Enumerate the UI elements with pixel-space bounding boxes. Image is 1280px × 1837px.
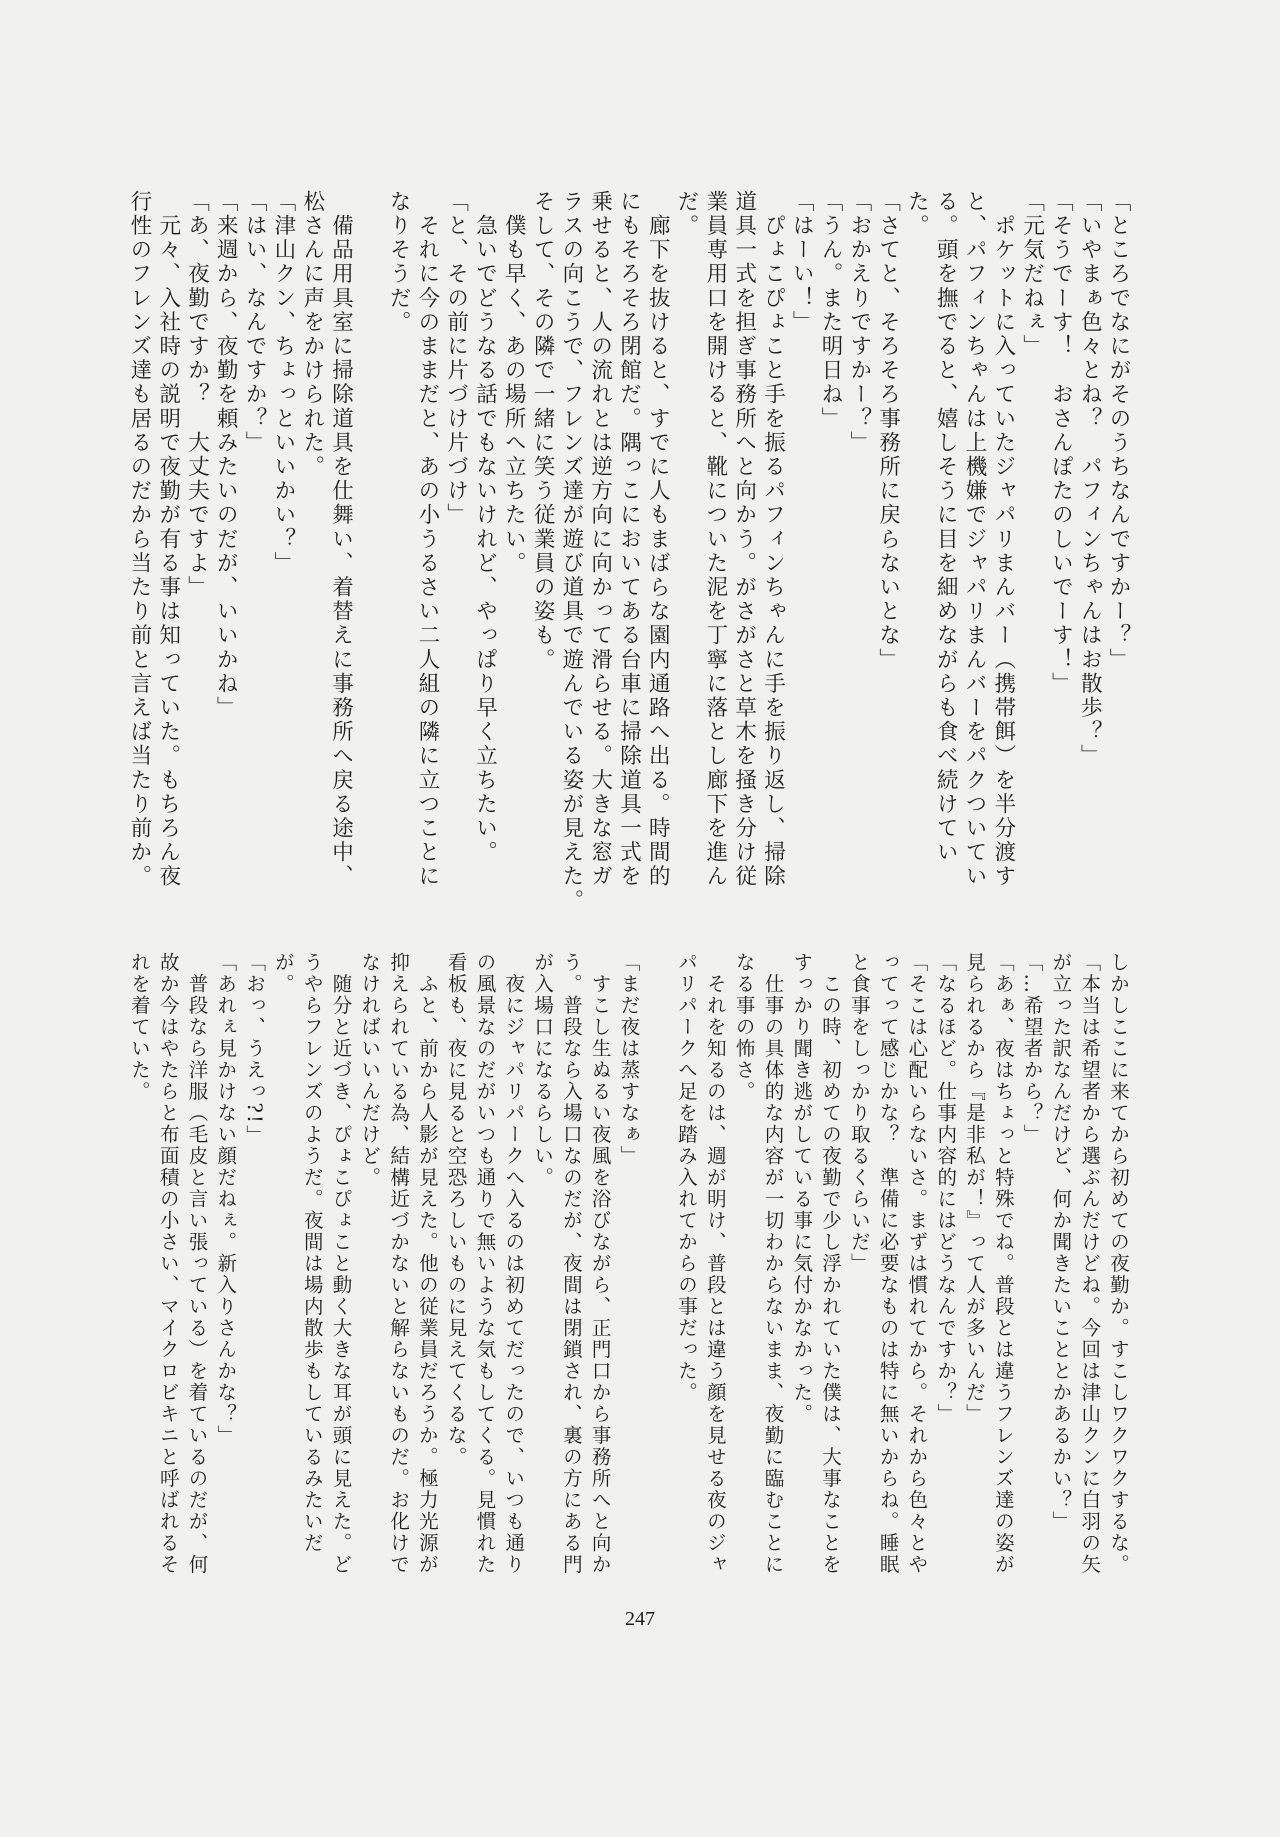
text-line: 「あぁ、夜はちょっと特殊でね。普段とは違うフレンズ達の姿が [991, 952, 1015, 1576]
text-line: ポケットに入っていたジャパリまんバー（携帯餌）を半分渡す [990, 190, 1016, 889]
upper-text-block [122, 190, 1132, 920]
text-line: この時、初めての夜勤で少し浮かれていた僕は、大事なことを [819, 952, 843, 1576]
text-line: 普段なら洋服（毛皮と言い張っている）を着ているのだが、何 [185, 952, 209, 1576]
text-line: 元々、入社時の説明で夜勤が有る事は知っていた。もちろん夜 [155, 190, 181, 889]
text-line: 故か今はやたらと布面積の小さい、マイクロビキニと呼ばれるそ [156, 952, 180, 1576]
text-line: パリパークへ足を踏み入れてからの事だった。 [675, 952, 699, 1404]
text-line: う。普段なら入場口なのだが、夜間は閉鎖され、裏の方にある門 [559, 952, 583, 1576]
text-line: うやらフレンズのようだ。夜間は場内散歩もしているみたいだ [300, 952, 324, 1554]
page-number: 247 [625, 1608, 655, 1630]
text-line: ラスの向こうで、フレンズ達が遊び道具で遊んでいる姿が見えた。 [558, 190, 584, 913]
text-line: それを知るのは、週が明け、普段とは違う顔を見せる夜のジャ [703, 952, 727, 1576]
text-line: しかしここに来てから初めての夜勤か。すこしワクワクするな。 [1107, 952, 1130, 1576]
text-line: にもそろそろ閉館だ。隅っこにおいてある台車に掃除道具一式を [616, 190, 642, 889]
text-line: が立った訳なんだけど、何か聞きたいこととかあるかい？」 [1049, 952, 1073, 1533]
text-line: ふと、前から人影が見えた。他の従業員だろうか。極力光源が [415, 952, 439, 1576]
text-line: それに今のままだと、あの小うるさい二人組の隣に立つことに [414, 190, 440, 889]
text-line: ぴょこぴょこと手を振るパフィンちゃんに手を振り返し、掃除 [760, 190, 786, 889]
text-line: が入場口になるらしい。 [531, 952, 555, 1189]
text-line: 「そうでーす！ おさんぽたのしいでーす！」 [1048, 190, 1074, 697]
text-line: なりそうだ。 [386, 190, 412, 335]
text-line: が。 [271, 952, 295, 995]
text-line: 「おかえりですかー？」 [846, 190, 872, 456]
text-line: 「まだ夜は蒸すなぁ」 [617, 952, 641, 1167]
text-line: そして、その隣で一緒に笑う従業員の姿も。 [530, 190, 556, 672]
text-line: 僕も早く、あの場所へ立ちたい。 [501, 190, 527, 576]
text-line: なる事の怖さ。 [732, 952, 756, 1103]
text-line: 行性のフレンズ達も居るのだから当たり前と言えば当たり前か。 [126, 190, 152, 889]
text-line: 松さんに声をかけられた。 [299, 190, 325, 480]
text-line: 「元気だねぇ」 [1019, 190, 1045, 359]
text-line: 「ところでなにがそのうちなんですかー？」 [1106, 190, 1131, 672]
text-line: 「はい、なんですか？」 [242, 190, 268, 456]
text-line: 「津山クン、ちょっといいかい？」 [270, 190, 296, 576]
text-line: 「と、その前に片づけ片づけ」 [443, 190, 469, 528]
text-line: 「うん。また明日ね」 [818, 190, 844, 431]
text-line: の風景なのだがいつも通りで無いような気もしてくる。見慣れた [473, 952, 497, 1576]
text-line: 看板も、夜に見ると空恐ろしいものに見えてくるな。 [444, 952, 468, 1468]
text-line: 「来週から、夜勤を頼みたいのだが、いいかね」 [213, 190, 239, 721]
text-line: すっかり聞き逃がしている事に気付かなかった。 [790, 952, 814, 1425]
text-line: 業員専用口を開けると、靴についた泥を丁寧に落とし廊下を進ん [702, 190, 728, 889]
text-line: る。頭を撫でると、嬉しそうに目を細めながらも食べ続けてい [933, 190, 959, 865]
text-line [354, 190, 383, 920]
text-line: なければいいんだけど。 [358, 952, 382, 1189]
text-line: 夜にジャパリパークへ入るのは初めてだったので、いつも通り [502, 952, 526, 1576]
text-line: た。 [904, 190, 930, 239]
text-line: 「さてと、そろそろ事務所に戻らないとな」 [875, 190, 901, 672]
text-line: 備品用具室に掃除道具を仕舞い、着替えに事務所へ戻る途中、 [328, 190, 354, 889]
text-line: 「…希望者から？」 [1020, 952, 1044, 1146]
text-line: 見られるから『是非私が！』って人が多いんだ」 [963, 952, 987, 1425]
text-line: 「おっ、うえっ?!」 [243, 952, 267, 1147]
text-line: 乗せると、人の流れとは逆方向に向かって滑らせる。大きな窓ガ [587, 190, 613, 889]
lower-text-block [122, 952, 1132, 1597]
text-line: ってって感じかな？ 準備に必要なものは特に無いからね。睡眠 [876, 952, 900, 1576]
text-line [642, 952, 671, 1597]
text-line: 廊下を抜けると、すでに人もまばらな園内通路へ出る。時間的 [645, 190, 671, 889]
text-line: 仕事の具体的な内容が一切わからないまま、夜勤に臨むことに [761, 952, 785, 1576]
text-line: 「本当は希望者から選ぶんだけどね。今回は津山クンに白羽の矢 [1078, 952, 1102, 1576]
text-line: と、パフィンちゃんは上機嫌でジャパリまんバーをパクついてい [962, 190, 988, 889]
text-line: 「あ、夜勤ですか？ 大丈夫ですよ」 [184, 190, 210, 600]
text-line: 「はーい！」 [789, 190, 815, 335]
text-line: と食事をしっかり取るくらいだ」 [847, 952, 871, 1275]
text-line: 「なるほど。仕事内容的にはどうなんですか？」 [934, 952, 958, 1425]
text-line: 抑えられている為、結構近づかないと解らないものだ。お化けで [387, 952, 411, 1576]
text-line: 急いでどうなる話でもないけれど、やっぱり早く立ちたい。 [472, 190, 498, 865]
text-line: れを着ていた。 [127, 952, 151, 1103]
text-line: 道具一式を担ぎ事務所へと向かう。がさがさと草木を掻き分け従 [731, 190, 757, 889]
text-line: だ。 [674, 190, 700, 239]
text-line: すこし生ぬるい夜風を浴びながら、正門口から事務所へと向か [588, 952, 612, 1576]
text-line: 随分と近づき、ぴょこぴょこと動く大きな耳が頭に見えた。ど [329, 952, 353, 1576]
text-line: 「あれぇ見かけない顔だねぇ。新入りさんかな？」 [214, 952, 238, 1447]
text-line: 「そこは心配いらないさ。まずは慣れてから。それから色々とや [905, 952, 929, 1576]
text-line: 「いやまぁ色々とね？ パフィンちゃんはお散歩？」 [1077, 190, 1103, 769]
